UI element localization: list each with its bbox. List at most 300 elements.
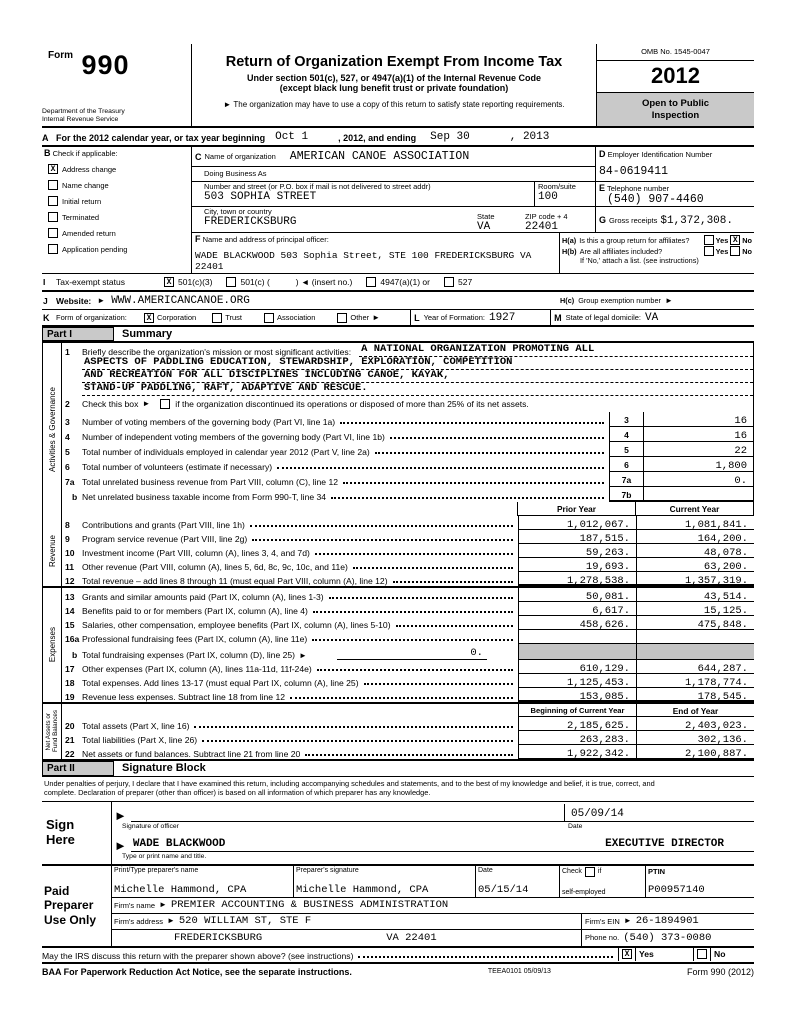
checkbox-row-terminated xyxy=(48,212,191,222)
expenses-group xyxy=(42,586,754,702)
line-2-pre: Check this box xyxy=(82,399,139,409)
line-m-letter: M xyxy=(554,312,562,323)
current-year-value: 48,078. xyxy=(636,544,754,558)
line-j-letter: J xyxy=(43,295,48,306)
zip-label: ZIP code + 4 xyxy=(525,212,568,221)
preparer-name-value: Michelle Hammond, CPA xyxy=(114,883,247,896)
irs-discuss-no-label: No xyxy=(710,948,754,961)
line-num: 22 xyxy=(65,749,75,759)
status-501c-checkbox[interactable] xyxy=(226,277,236,287)
mission-row xyxy=(82,383,753,396)
sign-word: Sign xyxy=(46,816,75,832)
org-name-label: Name of organization xyxy=(204,152,276,161)
preparer-identity-row xyxy=(112,866,754,898)
state-note-text: The organization may have to use a copy of this return to satisfy state reporting requirements. xyxy=(233,100,565,109)
footer-form-id: Form 990 (2012) xyxy=(686,966,754,977)
irs-discuss-no-checkbox[interactable] xyxy=(697,949,707,959)
dot-leader xyxy=(317,669,513,671)
expense-row xyxy=(62,674,754,688)
beginning-year-value: 263,283. xyxy=(518,731,636,745)
hb-no-label: No xyxy=(742,246,752,256)
sign-here-block xyxy=(42,802,754,866)
current-year-shaded-cell xyxy=(636,644,754,660)
section-b-letter: B xyxy=(44,148,51,158)
state-value: VA xyxy=(477,221,491,233)
section-b-header xyxy=(44,148,191,158)
arrow-right-icon: ► xyxy=(223,100,232,109)
current-year-value: 1,178,774. xyxy=(636,674,754,688)
dot-leader xyxy=(375,452,604,454)
revenue-sidebar-label: Revenue xyxy=(47,534,57,568)
type-print-label: Type or print name and title. xyxy=(122,852,207,860)
net-row xyxy=(62,745,754,759)
inspection: Inspection xyxy=(651,109,700,121)
hb-note: If 'No,' attach a list. (see instructions) xyxy=(580,256,699,265)
name-change-checkbox[interactable] xyxy=(48,180,58,190)
phone-value: (540) 907-4460 xyxy=(607,193,704,206)
sign-here-label xyxy=(42,802,112,864)
mission-line-2: ASPECTS OF PADDLING EDUCATION, STEWARDSHIP, EXPLORATION, COMPETITION xyxy=(82,356,753,370)
officer-signature-row xyxy=(112,802,754,822)
revenue-group xyxy=(42,516,754,586)
except-note: (except black lung benefit trust or private foundation) xyxy=(279,83,509,93)
officer-affiliates-row xyxy=(192,232,754,273)
line-num: b xyxy=(72,650,78,660)
line-num: 20 xyxy=(65,721,75,731)
line-value: 22 xyxy=(643,442,753,457)
current-year-value xyxy=(636,630,754,644)
current-year-value: 164,200. xyxy=(636,530,754,544)
dot-leader xyxy=(353,567,513,569)
dot-leader xyxy=(312,639,513,641)
discontinued-checkbox[interactable] xyxy=(160,399,170,409)
net-assets-group xyxy=(42,702,754,761)
form-title: Return of Organization Exempt From Income Tax xyxy=(225,54,563,70)
domicile-label: State of legal domicile: xyxy=(565,313,642,322)
line-value xyxy=(643,487,753,502)
officer-title: EXECUTIVE DIRECTOR xyxy=(605,837,724,850)
dot-leader xyxy=(202,740,513,742)
revenue-row xyxy=(62,544,754,558)
part2-header xyxy=(42,761,754,777)
hb-letter: H(b) xyxy=(562,246,577,256)
phone-block xyxy=(596,182,754,207)
arrow-right-icon: ► xyxy=(372,312,381,322)
summary-count-row xyxy=(62,427,753,442)
officer-signature-field[interactable] xyxy=(131,802,564,822)
prior-year-value: 187,515. xyxy=(518,530,636,544)
net-assets-sidebar-label-1: Net Assets or xyxy=(45,712,52,751)
paid-word: Paid xyxy=(44,883,70,898)
line-num: 12 xyxy=(65,576,75,586)
line-num: 14 xyxy=(65,606,75,616)
expense-row xyxy=(62,688,754,702)
governance-content xyxy=(62,343,754,516)
dot-leader xyxy=(313,611,513,613)
dot-leader xyxy=(290,697,513,699)
irs-discuss-yes-checkbox[interactable]: X xyxy=(622,949,632,959)
prior-year-value: 1,125,453. xyxy=(518,674,636,688)
signature-of-officer-label: Signature of officer xyxy=(122,822,179,830)
revenue-row xyxy=(62,572,754,586)
checkbox-label: Initial return xyxy=(62,196,102,206)
preparer-name-label: Print/Type preparer's name xyxy=(114,866,199,874)
summary-count-row xyxy=(62,442,753,457)
preparer-date-label: Date xyxy=(478,866,493,874)
association-checkbox[interactable] xyxy=(264,313,274,323)
prior-year-value: 59,263. xyxy=(518,544,636,558)
status-501c3-checkbox[interactable]: X xyxy=(164,277,174,287)
ptin-value: P00957140 xyxy=(648,883,705,896)
officer-name: WADE BLACKWOOD xyxy=(132,837,226,850)
line-num: b xyxy=(72,492,78,502)
expenses-sidebar-label: Expenses xyxy=(47,627,57,663)
line-1-row xyxy=(62,343,753,357)
expenses-sidebar xyxy=(42,588,62,702)
form-number: 990 xyxy=(81,50,130,80)
firm-city-value: FREDERICKSBURG xyxy=(174,931,263,944)
self-employed-checkbox[interactable] xyxy=(585,867,595,877)
preparer-signature-cell xyxy=(294,866,476,897)
line-label: Net assets or fund balances. Subtract line 21 from line 20 xyxy=(82,749,301,759)
dot-leader xyxy=(340,422,604,424)
part1-header xyxy=(42,327,754,343)
dot-leader xyxy=(315,553,513,555)
ptin-label: PTIN xyxy=(648,866,666,876)
current-year-value: 43,514. xyxy=(636,588,754,602)
line-num: 9 xyxy=(65,534,70,544)
arrow-right-icon: ► xyxy=(97,295,106,305)
current-year-value: 475,848. xyxy=(636,616,754,630)
line-num: 4 xyxy=(65,432,70,442)
org-info-column xyxy=(192,147,596,232)
open-to-public: Open to Public xyxy=(641,97,710,109)
status-527-checkbox[interactable] xyxy=(444,277,454,287)
arrow-right-icon: ► xyxy=(142,399,151,408)
section-b-checkboxes xyxy=(42,147,192,273)
net-assets-content xyxy=(62,704,754,759)
org-name-value: AMERICAN CANOE ASSOCIATION xyxy=(289,150,470,163)
hb-yes-label: Yes xyxy=(715,246,729,256)
checkbox-label: Amended return xyxy=(62,228,116,238)
dot-leader xyxy=(358,956,613,958)
trust-label: Trust xyxy=(225,313,243,322)
open-to-public-box xyxy=(597,93,754,126)
line-label: Investment income (Part VIII, column (A), lines 3, 4, and 7d) xyxy=(82,548,310,558)
initial-return-checkbox[interactable] xyxy=(48,196,58,206)
checkbox-row-address-change xyxy=(48,164,191,174)
type-print-label-row xyxy=(112,852,754,864)
hb-no-checkbox[interactable] xyxy=(730,246,740,256)
other-label: Other xyxy=(350,313,370,322)
use-only-word: Use Only xyxy=(44,912,97,927)
line-label: Total assets (Part X, line 16) xyxy=(82,721,190,731)
checkbox-label: Address change xyxy=(62,164,117,174)
preparer-signature-value: Michelle Hammond, CPA xyxy=(296,883,429,896)
beginning-year-header: Beginning of Current Year xyxy=(518,704,636,717)
hc-label: Group exemption number xyxy=(578,296,661,305)
section-f-letter: F xyxy=(195,234,201,244)
state-label: State xyxy=(477,212,495,221)
line-label: Contributions and grants (Part VIII, line 1h) xyxy=(82,520,245,530)
expense-row xyxy=(62,588,754,602)
firm-name-label: Firm's name xyxy=(114,900,156,910)
corporation-checkbox[interactable]: X xyxy=(144,313,154,323)
firm-city-row xyxy=(112,930,754,946)
dot-leader xyxy=(329,597,513,599)
line-label: Net unrelated business taxable income from Form 990-T, line 34 xyxy=(82,492,327,502)
prior-year-value: 458,626. xyxy=(518,616,636,630)
org-form-row xyxy=(42,310,754,327)
line-label: Number of voting members of the governing body (Part VI, line 1a) xyxy=(82,417,336,427)
tax-year-begin-field: Oct 1 xyxy=(275,131,309,143)
omb-year-block xyxy=(596,44,754,126)
dot-leader xyxy=(277,467,604,469)
firm-address-label: Firm's address xyxy=(114,916,163,926)
preparer-date-value: 05/15/14 xyxy=(478,883,529,896)
mission-line-3: AND RECREATION FOR ALL DISCIPLINES INCLUDING CANOE, KAYAK, xyxy=(82,369,753,383)
mission-line-4: STAND-UP PADDLING, RAFT, ADAPTIVE AND RESCUE. xyxy=(82,382,753,396)
section-b-label: Check if applicable: xyxy=(52,149,118,158)
summary-count-row xyxy=(62,412,753,427)
hc-letter: H(c) xyxy=(560,296,575,305)
line-num: 8 xyxy=(65,520,70,530)
footer-code: TEEA0101 05/09/13 xyxy=(487,968,551,975)
part2-label: Part II xyxy=(42,761,114,776)
mission-line-1: A NATIONAL ORGANIZATION PROMOTING ALL xyxy=(359,343,753,357)
form-word: Form xyxy=(48,50,73,61)
perjury-statement xyxy=(42,777,754,802)
end-year-value: 2,100,887. xyxy=(636,745,754,759)
line-label: Total unrelated business revenue from Part VIII, column (C), line 12 xyxy=(82,477,339,487)
prior-year-shaded-cell xyxy=(518,644,636,660)
ha-label: Is this a group return for affiliates? xyxy=(579,235,690,245)
zip-value: 22401 xyxy=(525,221,559,233)
ein-value: 84-0619411 xyxy=(599,165,669,178)
dept-line-2: Internal Revenue Service xyxy=(42,116,119,124)
dot-leader xyxy=(364,683,513,685)
line-box-num: 3 xyxy=(609,412,643,427)
ein-block xyxy=(596,147,754,182)
line-label: Other expenses (Part IX, column (A), lines 11a-11d, 11f-24e) xyxy=(82,664,312,674)
tax-year-end-field: Sep 30 xyxy=(430,131,470,143)
paid-preparer-label xyxy=(42,866,112,946)
checkbox-row-amended-return xyxy=(48,228,191,238)
line-a-text3: , 2013 xyxy=(509,131,550,143)
application-pending-checkbox[interactable] xyxy=(48,244,58,254)
tax-exempt-status-row xyxy=(42,274,754,292)
part1-title: Summary xyxy=(122,328,173,340)
here-word: Here xyxy=(46,831,75,847)
line-num: 17 xyxy=(65,664,75,674)
line-label: Total revenue – add lines 8 through 11 (must equal Part VIII, column (A), line 12) xyxy=(82,576,388,586)
room-suite-label: Room/suite xyxy=(538,182,576,191)
firm-state-zip-value: VA 22401 xyxy=(386,931,437,944)
other-checkbox[interactable] xyxy=(337,313,347,323)
end-year-value: 2,403,023. xyxy=(636,717,754,731)
checkbox-label: Terminated xyxy=(62,212,100,222)
amended-return-checkbox[interactable] xyxy=(48,228,58,238)
net-assets-sidebar xyxy=(42,704,62,759)
line-box-num: 7b xyxy=(609,487,643,502)
line-box-num: 5 xyxy=(609,442,643,457)
arrow-right-icon: ► xyxy=(114,837,127,853)
domicile-value: VA xyxy=(645,311,659,324)
line-label: Total fundraising expenses (Part IX, column (D), line 25) xyxy=(82,650,296,660)
governance-group xyxy=(42,343,754,516)
summary-count-row xyxy=(62,457,753,472)
line-a-text2: , 2012, and ending xyxy=(338,133,417,143)
city-row xyxy=(192,207,595,232)
year-formation-label: Year of Formation: xyxy=(423,313,485,322)
prior-year-value: 610,129. xyxy=(518,660,636,674)
governance-sidebar xyxy=(42,343,62,516)
phone-no-label: Phone no. xyxy=(585,933,620,942)
dot-leader xyxy=(396,625,513,627)
ha-yes-label: Yes xyxy=(715,235,729,245)
line-value: 0. xyxy=(643,472,753,487)
line-2-row xyxy=(62,396,753,412)
line-l-letter: L xyxy=(414,312,420,323)
line-box-num: 6 xyxy=(609,457,643,472)
beginning-year-value: 2,185,625. xyxy=(518,717,636,731)
preparer-signature-label: Preparer's signature xyxy=(296,866,359,874)
line-i-letter: I xyxy=(43,277,46,287)
dot-leader xyxy=(343,482,604,484)
line-label: Total liabilities (Part X, line 26) xyxy=(82,735,198,745)
line-1-num: 1 xyxy=(65,347,70,357)
net-row xyxy=(62,731,754,745)
dot-leader xyxy=(194,726,513,728)
ha-no-checkbox[interactable]: X xyxy=(730,235,740,245)
line-box-num: 4 xyxy=(609,427,643,442)
prior-year-value: 19,693. xyxy=(518,558,636,572)
expense-row xyxy=(62,660,754,674)
corporation-label: Corporation xyxy=(157,313,197,322)
line-num: 5 xyxy=(65,447,70,457)
line-num: 13 xyxy=(65,592,75,602)
principal-officer-label: Name and address of principal officer: xyxy=(202,235,329,244)
dot-leader xyxy=(250,525,513,527)
hb-row xyxy=(562,246,752,256)
arrow-right-icon: ► xyxy=(623,916,632,925)
line-value: 16 xyxy=(643,412,753,427)
ha-no-label: No xyxy=(742,235,752,245)
firm-address-value: 520 WILLIAM ST, STE F xyxy=(178,915,312,927)
summary-count-row xyxy=(62,487,753,502)
line-label: Other revenue (Part VIII, column (A), lines 5, 6d, 8c, 9c, 10c, and 11e) xyxy=(82,562,348,572)
baa-notice: BAA For Paperwork Reduction Act Notice, see the separate instructions. xyxy=(42,966,352,977)
irs-discuss-label: May the IRS discuss this return with the preparer shown above? (see instructions) xyxy=(42,950,354,961)
trust-checkbox[interactable] xyxy=(212,313,222,323)
line-2-num: 2 xyxy=(65,399,70,409)
line-a xyxy=(42,128,754,147)
end-year-header: End of Year xyxy=(636,704,754,717)
status-501c-label: 501(c) ( xyxy=(240,277,270,287)
part1-label: Part I xyxy=(42,327,114,341)
dot-leader xyxy=(390,437,604,439)
dot-leader xyxy=(331,497,604,499)
terminated-checkbox[interactable] xyxy=(48,212,58,222)
status-501c3-label: 501(c)(3) xyxy=(178,277,213,287)
net-columns-header xyxy=(62,704,754,717)
form-title-block xyxy=(192,44,596,126)
dot-leader xyxy=(252,539,513,541)
line-num: 19 xyxy=(65,692,75,702)
current-year-value: 644,287. xyxy=(636,660,754,674)
line-num: 6 xyxy=(65,462,70,472)
identity-right xyxy=(192,147,754,273)
affiliates-block xyxy=(560,233,754,273)
sign-here-content xyxy=(112,802,754,864)
arrow-right-icon: ► xyxy=(159,900,167,909)
address-change-checkbox[interactable]: X xyxy=(48,164,58,174)
net-assets-sidebar-label-2: Fund Balances xyxy=(52,710,59,753)
irs-discuss-yes-label: Yes xyxy=(635,948,693,961)
line-box-num: 7a xyxy=(609,472,643,487)
part2-title: Signature Block xyxy=(122,762,206,774)
revenue-row xyxy=(62,558,754,572)
hb-yes-checkbox[interactable] xyxy=(704,246,714,256)
street-value: 503 SOPHIA STREET xyxy=(204,191,317,203)
city-value: FREDERICKSBURG xyxy=(204,216,297,228)
date-label: Date xyxy=(568,822,583,830)
ha-letter: H(a) xyxy=(562,235,577,245)
line-label: Total expenses. Add lines 13-17 (must equal Part IX, column (A), line 25) xyxy=(82,678,359,688)
irs-discuss-row xyxy=(42,948,754,964)
identity-block xyxy=(42,147,754,274)
dept-line-1: Department of the Treasury xyxy=(42,108,125,116)
line-label: Total number of volunteers (estimate if necessary) xyxy=(82,462,273,472)
prior-year-value: 1,012,067. xyxy=(518,516,636,530)
perjury-line-2: complete. Declaration of preparer (other than officer) is based on all information of which preparer has any knowledge. xyxy=(44,788,431,798)
tax-year: 2012 xyxy=(597,61,754,93)
line-k-letter: K xyxy=(43,312,50,323)
street-row xyxy=(192,182,595,207)
revenue-sidebar xyxy=(42,516,62,586)
ein-phone-column xyxy=(596,147,754,232)
line-a-text1: For the 2012 calendar year, or tax year beginning xyxy=(56,133,266,143)
prior-year-value: 1,278,538. xyxy=(518,572,636,586)
check-label: Check xyxy=(562,868,582,875)
end-year-value: 302,136. xyxy=(636,731,754,745)
org-name-row xyxy=(192,147,595,167)
under-section-note: Under section 501(c), 527, or 4947(a)(1) of the Internal Revenue Code xyxy=(246,73,542,83)
prior-year-value: 50,081. xyxy=(518,588,636,602)
status-insert-no-label: ) ◄ (insert no.) xyxy=(295,277,353,287)
ha-yes-checkbox[interactable] xyxy=(704,235,714,245)
revenue-row xyxy=(62,530,754,544)
current-year-value: 63,200. xyxy=(636,558,754,572)
status-527-label: 527 xyxy=(457,277,473,287)
line-num: 16a xyxy=(65,634,80,644)
preparer-name-cell xyxy=(112,866,294,897)
line-value: 16 xyxy=(643,427,753,442)
arrow-right-icon: ► xyxy=(166,916,175,925)
line-label: Number of independent voting members of the governing body (Part VI, line 1b) xyxy=(82,432,385,442)
net-row xyxy=(62,717,754,731)
self-employed-cell xyxy=(560,866,646,897)
arrow-right-icon: ► xyxy=(299,651,307,660)
status-4947-checkbox[interactable] xyxy=(366,277,376,287)
section-e-letter: E xyxy=(599,183,606,193)
line-label: Grants and similar amounts paid (Part IX, column (A), lines 1-3) xyxy=(82,592,324,602)
line-num: 11 xyxy=(65,562,75,572)
ptin-cell xyxy=(646,866,754,897)
principal-officer-value: WADE BLACKWOOD 503 Sophia Street, STE 100 FREDERICKSBURG VA 22401 xyxy=(195,250,532,272)
association-label: Association xyxy=(277,313,316,322)
firm-name-value: PREMIER ACCOUNTING & BUSINESS ADMINISTRATION xyxy=(170,899,449,911)
